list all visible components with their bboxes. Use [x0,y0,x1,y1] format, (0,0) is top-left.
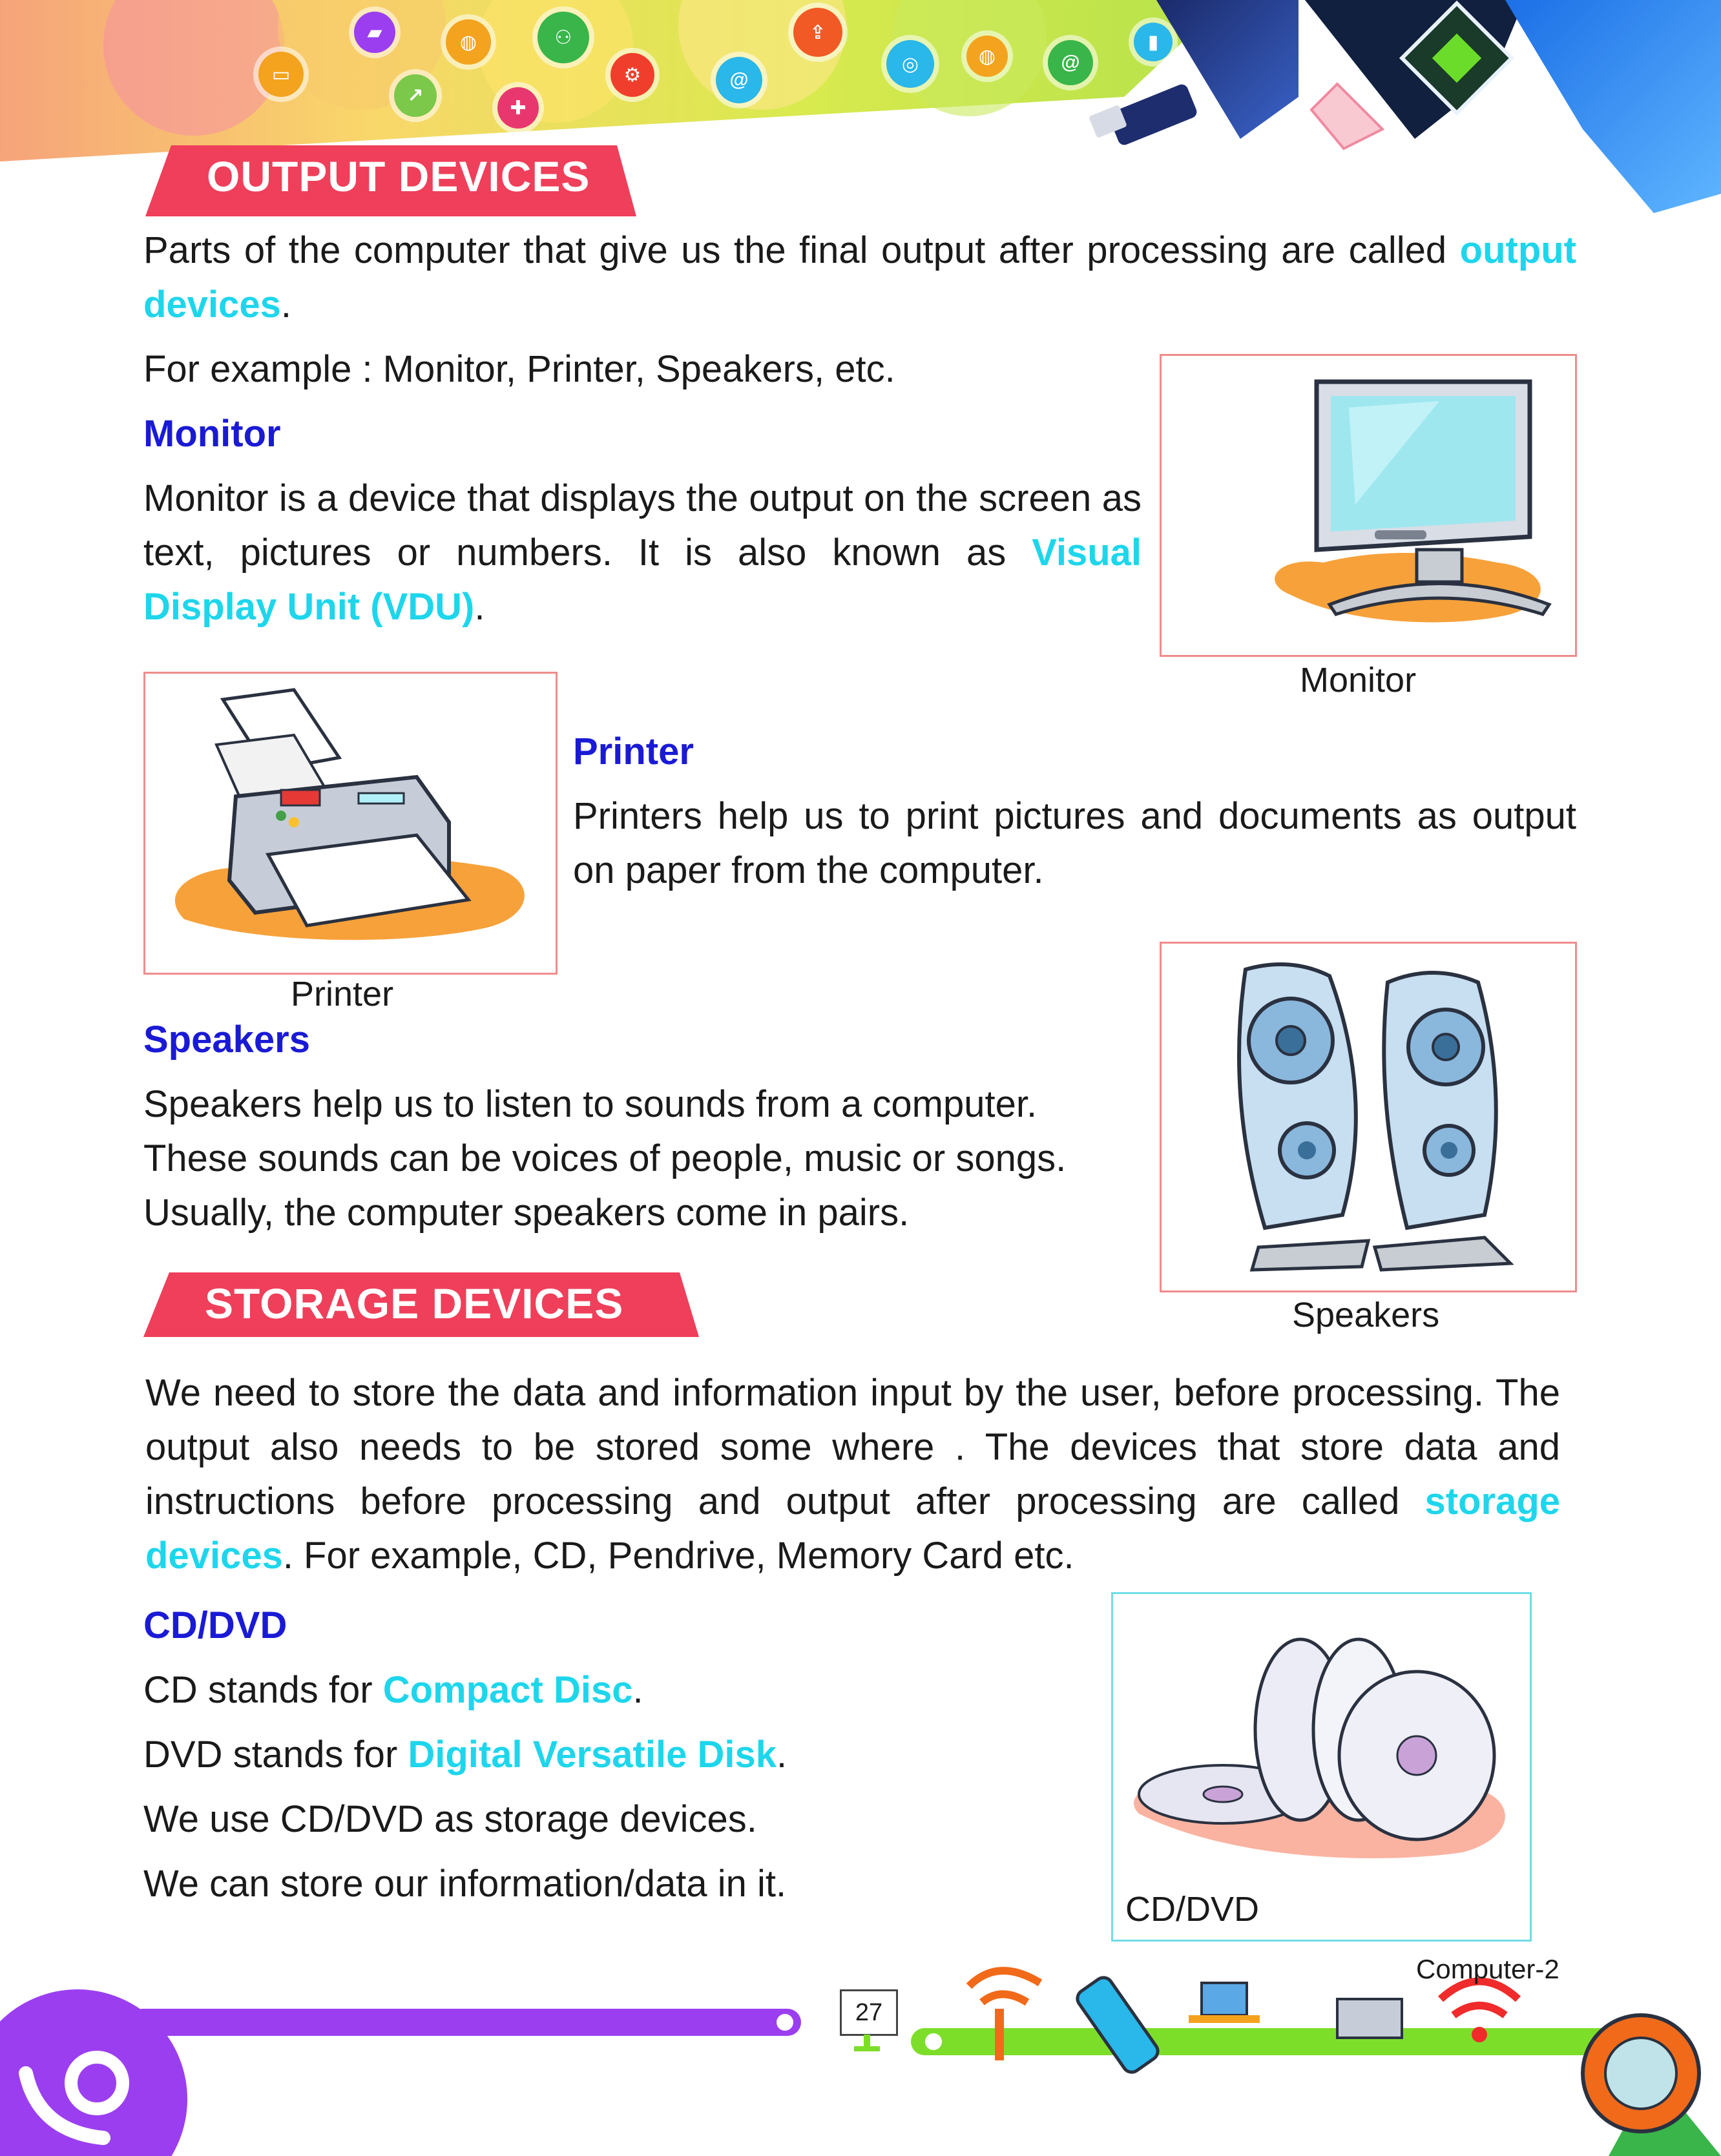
section-banner-storage [143,1272,699,1337]
printer-illustration [145,674,556,973]
cd-caption: CD/DVD [1125,1890,1260,1929]
speakers-caption: Speakers [1292,1296,1440,1334]
section-title: OUTPUT DEVICES [207,152,590,200]
printer-heading: Printer [573,731,694,772]
highlight-term: storage devices [145,1480,1560,1577]
monitor-heading: Monitor [143,413,281,455]
book-title: Computer-2 [1416,1954,1559,1984]
speakers-illustration [1162,944,1575,1290]
speakers-heading: Speakers [143,1019,310,1061]
network-icon: ⚇ [537,12,589,63]
highlight-term: Digital Versatile Disk [408,1734,777,1776]
speakers-line: Speakers help us to listen to sounds from a computer. [143,1083,1038,1125]
monitor-caption: Monitor [1300,661,1417,700]
section-title: STORAGE DEVICES [205,1280,624,1327]
gamepad-icon: ✚ [497,87,539,129]
storage-intro: We need to store the data and information input by the user, before processing. The output also needs to be stored some where . The devices that store data and instructions before processing and output after processing are called storage devices. For example, CD, Pendrive, Memory Card etc. [145,1372,1560,1577]
bar-chart-icon: ▮ [1134,23,1173,61]
mouse-icon: ◍ [966,36,1008,77]
folder-icon: ▰ [354,12,395,53]
globe-icon: ◎ [886,40,934,88]
cd-line: DVD stands for Digital Versatile Disk. [143,1734,787,1776]
highlight-term: Compact Disc [382,1669,633,1711]
page-number: 27 [855,1999,883,2026]
output-example: For example : Monitor, Printer, Speakers, etc. [143,348,895,390]
cd-illustration [1113,1594,1530,1940]
mouse-icon: ◍ [446,19,491,65]
at-icon: @ [1048,40,1093,85]
printer-caption: Printer [291,975,394,1013]
printer-text: Printers help us to print pictures and documents as output on paper from the computer. [573,795,1576,891]
speakers-text [143,1077,1164,1240]
page-number-stand [864,2035,870,2046]
chart-icon: ↗ [394,74,437,117]
monitor-illustration [1162,356,1575,655]
highlight-term: Visual Display Unit (VDU) [143,532,1142,628]
upload-icon: ⇪ [793,8,842,57]
monitor-image-frame [1160,354,1577,657]
monitor-text: Monitor is a device that displays the output on the screen as text, pictures or numbers. It is also known as Visual Display Unit (VDU). [143,477,1142,628]
footer-decoration [0,1938,1721,2156]
highlight-term: output devices [143,229,1576,326]
at-icon: @ [716,57,762,103]
printer-image-frame [143,672,558,975]
monitor-icon: ▭ [258,52,304,97]
output-intro: Parts of the computer that give us the final output after processing are called output devices. [143,229,1576,326]
cd-line: We can store our information/data in it. [143,1863,787,1905]
speakers-image-frame [1160,942,1577,1292]
speakers-line: These sounds can be voices of people, music or songs. [143,1137,1067,1179]
cd-heading: CD/DVD [143,1604,287,1646]
cd-line: We use CD/DVD as storage devices. [143,1798,757,1840]
cd-line: CD stands for Compact Disc. [143,1669,643,1711]
page-number-monitor [840,1989,898,2036]
speakers-line: Usually, the computer speakers come in pairs. [143,1192,910,1234]
gear-icon: ⚙ [610,53,654,97]
section-banner-output [145,145,636,210]
page-number-base [854,2046,880,2051]
